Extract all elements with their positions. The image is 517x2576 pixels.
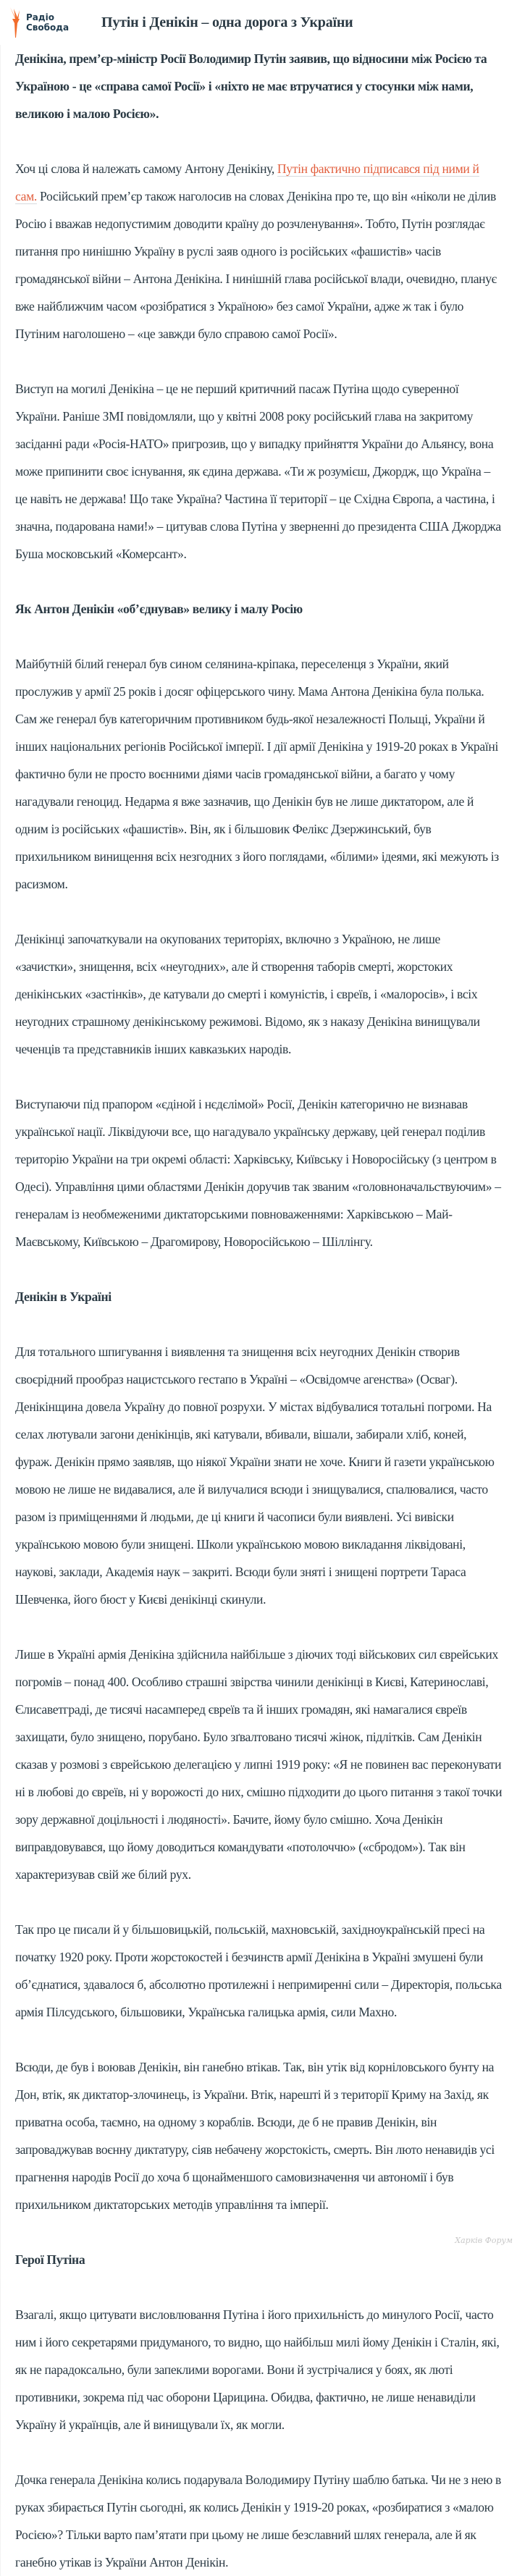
site-header xyxy=(0,0,517,45)
logo-wordmark xyxy=(26,12,69,33)
article-paragraph: Лише в Україні армія Денікіна здійснила найбільше з діючих тоді військових сил єврейських погромів – понад 400. Особливо страшні звірства чинили денікінці в Києві, Катеринославі, Єлисаветграді, де тисячі насамперед євреїв та й інших громадян, які намагалися євреїв захищати, було знищено, порубано. Було зґвалтовано тисячі жінок, підлітків. Сам Денікін сказав у розмові з єврейською делегацією у липні 1919 року: «Я не повинен вас переконувати ні в любові до євреїв, ні у ворожості до них, смішно підходити до цього питання з такої точки зору державної доцільності і людяності». Бачите, йому було смішно. Хоча Денікін виправдовувався, що йому доводиться командувати «потолоччю» («сбродом»). Так він характеризував свій же білий рух. xyxy=(15,1647,503,1882)
article-paragraph: Виступаючи під прапором «єдіной і нєдєлімой» Росії, Денікін категорично не визнавав української нації. Ліквідуючи все, що нагадувало українську державу, цей генерал поділив територію України на три окремі області: Харківську, Київську і Новоросійську (з центром в Одесі). Управління цими областями Денікін доручив так званим «головноначальствуючим» – генералам із необмеженими диктаторськими повноваженнями: Харківською – Май-Маєвському, Київською – Драгомирову, Новоросійською – Шіллінгу. xyxy=(15,1097,501,1249)
article-paragraph: Всюди, де був і воював Денікін, він ганебно втікав. Так, він утік від корніловського бунту на Дон, втік, як диктатор-злочинець, із України. Втік, нарешті й з території Криму на Захід, як приватна особа, таємно, на одному з кораблів. Всюди, де б не правив Денікін, він запроваджував воєнну диктатуру, сіяв небачену жорстокість, смерть. Він люто ненавидів усі прагнення народів Росії до хоча б щонайменшого самовизначення чи автономії і був прихильником диктаторських методів управління та імперії. xyxy=(15,2060,495,2212)
paragraph-text: Російський прем’єр також наголосив на словах Денікіна про те, що він «ніколи не ділив Росію і вважав недопустимим доводити країну до розчленування». Тобто, Путін розглядає питання про нинішню Україну в руслі заяв одного із російських «фашистів» часів громадянської війни – Антона Денікіна. І нинішній глава російської влади, очевидно, планує вже найближчим часом «розібратися з Україною» без самої України, адже ж так і було Путіним наголошено – «це завжди було справою самої Росії». xyxy=(15,189,497,341)
paragraph-text: Хоч ці слова й належать самому Антону Денікіну, xyxy=(15,161,277,176)
section-heading: Герої Путіна xyxy=(15,2252,85,2267)
article-paragraph: Майбутній білий генерал був сином селянина-кріпака, переселенця з України, який прослужив у армії 25 років і досяг офіцерського чину. Мама Антона Денікіна була полька. Сам же генерал був категоричним противником будь-якої незалежності Польщі, України й інших національних регіонів Російської імперії. І дії армії Денікіна у 1919-20 роках в Україні фактично були не просто воєнними діями часів громадянської війни, а багато у чому нагадували геноцид. Недарма я вже зазначив, що Денікін був не лише диктатором, але й одним із російських «фашистів». Він, як і більшовик Фелікс Дзержинський, був прихильником винищення всіх незгодних з його поглядами, «білими» ідеями, які межують із расизмом. xyxy=(15,657,499,891)
watermark: Харків Форум xyxy=(455,2236,513,2245)
inline-article-link[interactable]: Путін фактично підписався під ними й сам. xyxy=(15,161,479,203)
article-lead: Денікіна, прем’єр-міністр Росії Володимир Путін заявив, що відносини між Росією та Україною - це «справа самої Росії» і «ніхто не має втручатися у стосунки між нами, великою і малою Росією». xyxy=(15,51,487,121)
section-heading: Денікін в Україні xyxy=(15,1289,112,1304)
article-paragraph xyxy=(15,155,503,348)
radio-svoboda-logo[interactable] xyxy=(7,6,94,39)
article-body xyxy=(0,45,517,2576)
article-paragraph: Так про це писали й у більшовицькій, польській, махновській, західноукраїнській пресі на початку 1920 року. Проти жорстокостей і безчинств армії Денікіна в Україні змушені були об’єднатися, здавалося б, абсолютно протилежні і непримиренні сили – Директорія, польська армія Пілсудського, більшовики, Українська галицька армія, сили Махно. xyxy=(15,1922,502,2019)
article-paragraph: Виступ на могилі Денікіна – це не перший критичний пасаж Путіна щодо суверенної України. Раніше ЗМІ повідомляли, що у квітні 2008 року російський глава на закритому засіданні ради «Росія-НАТО» пригрозив, що у випадку прийняття України до Альянсу, вона може припинити своє існування, як єдина держава. «Ти ж розумієш, Джордж, що Україна – це навіть не держава! Що таке Україна? Частина її території – це Східна Європа, а частина, і значна, подарована нами!» – цитував слова Путіна у зверненні до президента США Джорджа Буша московський «Комерсант». xyxy=(15,382,501,561)
page-title: Путін і Денікін – одна дорога з України xyxy=(101,14,353,30)
article-paragraph: Для тотального шпигування і виявлення та знищення всіх неугодних Денікін створив своєрідний прообраз нацистського гестапо в Україні – «Освідомче агенства» (Осваг). Денікінщина довела Україну до повної розрухи. У містах відбувалися тотальні погроми. На селах лютували загони денікінців, які катували, вбивали, вішали, забирали хліб, коней, фураж. Денікін прямо заявляв, що ніякої України знати не хоче. Книги й газети українською мовою не лише не видавалися, але й вилучалися всюди і знищувалися, спалювалися, часто разом із приміщеннями й людьми, де ці книги й часописи були виявлені. Усі вивіски українською мовою були знищені. Школи українською мовою викладання ліквідовані, наукові, заклади, Академія наук – закриті. Всюди були зняті і знищені портрети Тараса Шевченка, його бюст у Києві денікінці скинули. xyxy=(15,1344,495,1607)
article-paragraph: Взагалі, якщо цитувати висловлювання Путіна і його прихильність до минулого Росії, часто ним і його секретарями придуманого, то видно, що найбільш милі йому Денікін і Сталін, які, як не парадоксально, були запеклими ворогами. Вони й зустрічалися у боях, як люті противники, зокрема під час оборони Царицина. Обидва, фактично, не лише ненавиділи Україну й українців, але й винищували їх, як могли. xyxy=(15,2307,500,2432)
article-paragraph: Денікінці започаткували на окупованих територіях, включно з Україною, не лише «зачистки», знищення, всіх «неугодних», але й створення таборів смерті, жорстоких денікінських «застінків», де катували до смерті і комуністів, і євреїв, і «малоросів», і всіх неугодних страшному денікінському режимові. Відомо, як з наказу Денікіна винищували чеченців та представників інших кавказьких народів. xyxy=(15,932,480,1056)
torch-logo-icon xyxy=(7,6,23,39)
article-paragraph: Дочка генерала Денікіна колись подарувала Володимиру Путіну шаблю батька. Чи не з нею в руках збирається Путін сьогодні, як колись Денікін у 1919-20 роках, «розбиратися з «малою Росією»? Тільки варто пам’ятати при цьому не лише безславний шлях генерала, але й як ганебно утікав із України Антон Денікін. xyxy=(15,2472,502,2569)
section-heading: Як Антон Денікін «об’єднував» велику і малу Росію xyxy=(15,602,303,616)
logo-line-2: Свобода xyxy=(26,22,70,33)
logo-line-1: Радіо xyxy=(26,12,54,22)
